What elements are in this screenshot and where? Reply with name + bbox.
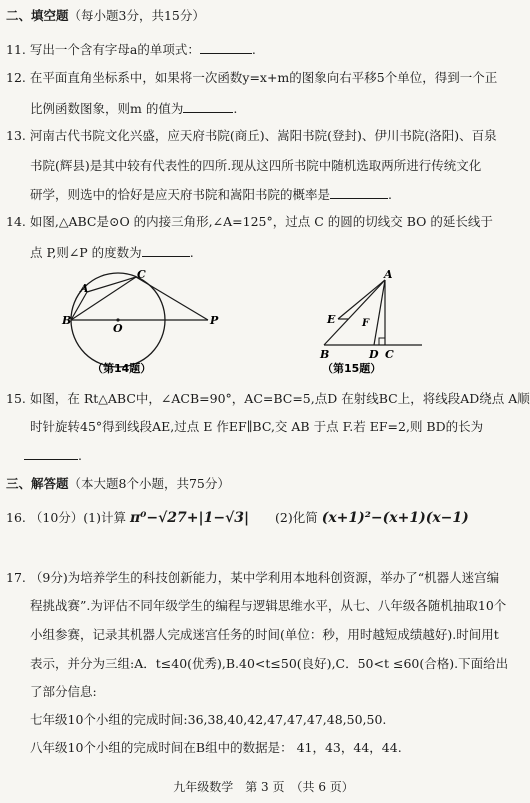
question-12-line1 <box>6 70 497 86</box>
section3-prefix: （ <box>68 476 82 491</box>
q17-line5: 了部分信息: <box>30 684 97 699</box>
question-17-line2 <box>30 598 506 614</box>
q11-text: 写出一个含有字母a的单项式： <box>29 42 200 57</box>
fig15-caption: （第15题） <box>322 362 382 375</box>
q12-answer-blank[interactable] <box>183 100 233 113</box>
q11-number: 11. <box>6 42 26 57</box>
figure-15 <box>318 268 438 378</box>
section2-prefix: （ <box>68 8 82 23</box>
question-13-line2 <box>30 158 481 174</box>
q13-answer-blank[interactable] <box>330 186 388 199</box>
segment-ae <box>338 280 385 319</box>
label-p: P <box>210 314 219 327</box>
label-a: A <box>80 282 89 295</box>
fig14-caption: （第14题） <box>92 362 152 375</box>
question-13-line1 <box>6 128 497 144</box>
q15-line1: 如图，在 Rt△ABC中，∠ACB=90°，AC=BC=5,点D 在射线BC上，将线段AD绕点 A顺 <box>29 391 530 406</box>
tangent-cp <box>136 277 208 320</box>
q13-number: 13. <box>6 128 26 143</box>
question-17-line1 <box>6 570 499 586</box>
section3-title: 三、解答题 <box>6 476 69 491</box>
q15-end: . <box>78 448 82 463</box>
question-16 <box>6 510 249 526</box>
question-17-line7 <box>30 740 402 756</box>
q16-part1: （10分）(1)计算 <box>29 510 126 525</box>
q11-answer-blank[interactable] <box>200 41 252 54</box>
q14-end: . <box>189 245 194 260</box>
q16-expression2: (x+1)²−(x+1)(x−1) <box>321 510 469 526</box>
label-c: C <box>137 268 146 281</box>
question-16-part2 <box>275 510 469 526</box>
q14-answer-blank[interactable] <box>142 244 190 257</box>
q17-number: 17. <box>6 570 26 585</box>
section2-heading <box>6 8 205 24</box>
q17-line7: 八年级10个小组的完成时间在B组中的数据是： 41，43，44，44. <box>30 740 402 755</box>
section2-title: 二、填空题 <box>6 8 69 23</box>
q14-line1: 如图,△ABC是⊙O 的内接三角形,∠A=125°，过点 C 的圆的切线交 BO 的延长线于 <box>29 214 493 229</box>
label-e: E <box>327 313 336 326</box>
question-17-line6 <box>30 712 386 728</box>
q14-number: 14. <box>6 214 26 229</box>
q17-line3: 小组参赛，记录其机器人完成迷宫任务的时间(单位：秒，用时越短成绩越好).时间用t <box>30 627 499 642</box>
question-17-line4 <box>30 656 508 672</box>
q12-end: . <box>233 101 238 116</box>
page-footer: 九年级数学 第 3 页 （共 6 页） <box>173 780 354 794</box>
q15-line2: 时针旋转45°得到线段AE,过点 E 作EF∥BC,交 AB 于点 F.若 EF=2,则 BD的长为 <box>30 419 484 434</box>
q17-line6: 七年级10个小组的完成时间:36,38,40,42,47,47,47,48,50,50. <box>30 712 387 727</box>
q13-line3: 研学，则选中的恰好是应天府书院和嵩阳书院的概率是 <box>30 187 331 202</box>
label-o: O <box>113 322 123 335</box>
question-14-line1 <box>6 214 493 230</box>
label-b: B <box>320 348 330 361</box>
right-angle-mark <box>379 338 385 345</box>
q15-number: 15. <box>6 391 26 406</box>
q16-expression1: π⁰−√27+|1−√3| <box>129 510 250 526</box>
q13-end: . <box>388 187 392 202</box>
section2-desc: 每小题3分，共15分） <box>81 8 205 23</box>
q12-number: 12. <box>6 70 26 85</box>
question-13-line3 <box>30 186 392 203</box>
q13-line1: 河南古代书院文化兴盛，应天府书院(商丘)、嵩阳书院(登封)、伊川书院(洛阳)、百泉 <box>29 128 497 143</box>
q16-number: 16. <box>6 510 26 525</box>
section3-desc: 本大题8个小题，共75分） <box>81 476 230 491</box>
question-14-line2 <box>30 244 194 261</box>
q14-line2: 点 P,则∠P 的度数为 <box>30 245 142 260</box>
q12-line1: 在平面直角坐标系中，如果将一次函数y=x+m的图象向右平移5个单位，得到一个正 <box>29 70 498 85</box>
q12-line2: 比例函数图象，则m 的值为 <box>30 101 184 116</box>
question-17-line3 <box>30 627 499 643</box>
label-c: C <box>385 348 394 361</box>
question-17-line5 <box>30 684 97 700</box>
q13-line2: 书院(辉县)是其中较有代表性的四所.现从这四所书院中随机选取两所进行传统文化 <box>30 158 482 173</box>
question-11 <box>6 41 256 58</box>
label-d: D <box>369 348 379 361</box>
q17-line1: （9分)为培养学生的科技创新能力，某中学利用本地科创资源，举办了“机器人迷宫编 <box>29 570 500 585</box>
q15-answer-blank[interactable] <box>24 447 78 460</box>
label-a: A <box>384 268 393 281</box>
q17-line2: 程挑战赛”.为评估不同年级学生的编程与逻辑思维水平，从七、八年级各随机抽取10个 <box>30 598 507 613</box>
question-12-line2 <box>30 100 237 117</box>
q11-end: . <box>251 42 256 57</box>
question-15-line1 <box>6 391 530 407</box>
label-b: B <box>62 314 72 327</box>
question-15-line3 <box>24 447 82 464</box>
q16-part2: (2)化简 <box>275 510 318 525</box>
label-f: F <box>362 318 370 329</box>
section3-heading <box>6 476 230 492</box>
question-15-line2 <box>30 419 483 435</box>
figure-14 <box>64 268 224 378</box>
q17-line4: 表示，并分为三组:A．t≤40(优秀),B.40<t≤50(良好),C．50<t ≤60(合格).下面给出 <box>30 656 509 671</box>
